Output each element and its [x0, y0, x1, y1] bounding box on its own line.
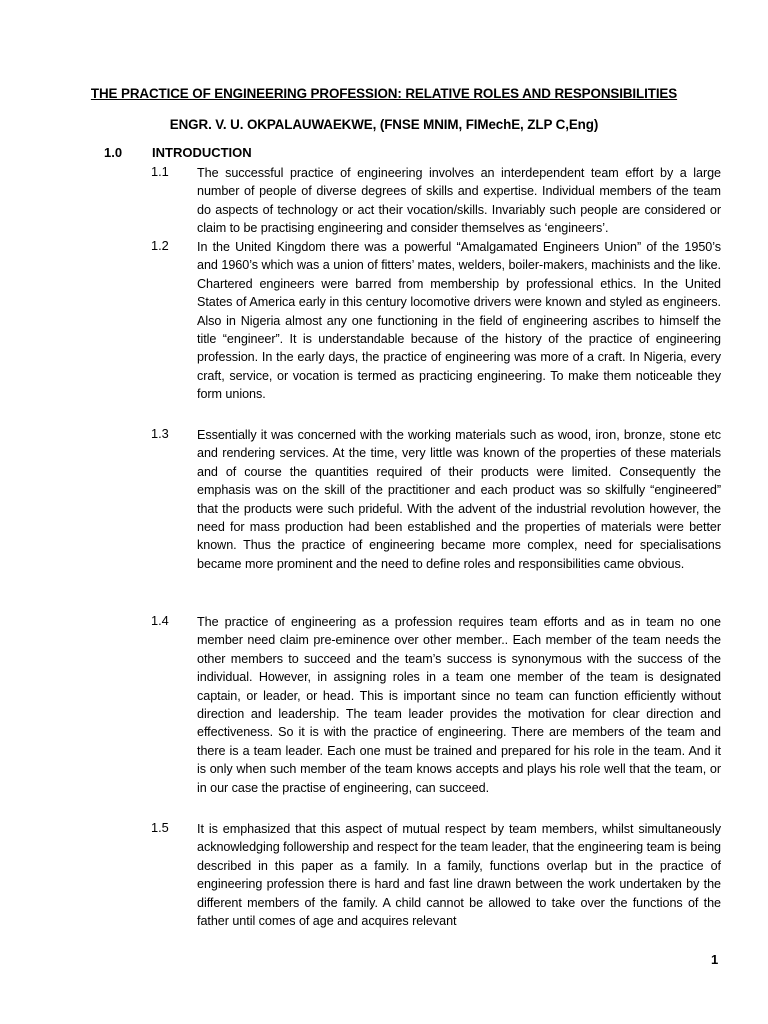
- paragraph-number: 1.5: [151, 820, 169, 835]
- section-heading: INTRODUCTION: [152, 145, 252, 160]
- paragraph-text: The successful practice of engineering involves an interdependent team effort by a large number of people of diverse degrees of skills and expertise. Individual members of the team do aspects of technology or act their vocation/skills. Invariably such people are considered or claim to be practising engineering and consider themselves as ‘engineers’.: [197, 166, 721, 236]
- paragraph-text: It is emphasized that this aspect of mutual respect by team members, whilst simultaneously acknowledging followership and respect for the team leader, that the engineering team is being described in this paper as a family. In a family, functions overlap but in the practice of engineering profession there is hard and fast line drawn between the work undertaken by the different members of the family. A child cannot be allowed to take over the functions of the father until comes of age and acquires relevant: [197, 822, 721, 929]
- paragraph-number: 1.2: [151, 238, 169, 253]
- author-line: ENGR. V. U. OKPALAUWAEKWE, (FNSE MNIM, FIMechE, ZLP C,Eng): [169, 117, 599, 132]
- section-number: 1.0: [104, 145, 123, 160]
- paragraph-text: Essentially it was concerned with the working materials such as wood, iron, bronze, stone etc and rendering services. At the time, very little was known of the properties of these materials and of course the quantities required of their products were limited. Consequently the emphasis was on the skill of the practitioner and each product was so skilfully “engineered” that the products were such prideful. With the advent of the industrial revolution however, the need for mass production had been established and the properties of materials were better known. Thus the practice of engineering became more complex, need for specialisations became more prominent and the need to define roles and responsibilities came obvious.: [197, 428, 721, 571]
- document-title: THE PRACTICE OF ENGINEERING PROFESSION: RELATIVE ROLES AND RESPONSIBILITIES: [90, 86, 678, 101]
- paragraph-number: 1.4: [151, 613, 169, 628]
- paragraph-text: In the United Kingdom there was a powerful “Amalgamated Engineers Union” of the 1950’s and 1960’s which was a union of fitters’ mates, welders, boiler-makers, machinists and the like. Chartered engineers were barred from membership by professional ethics. In the United States of America early in this century locomotive drivers were known and styled as engineers. Also in Nigeria almost any one functioning in the field of engineering ascribes to himself the title “engineer”. It is understandable because of the history of the practice of engineering profession. In the early days, the practice of engineering was more of a craft. In Nigeria, every craft, service, or vocation is termed as practicing engineering. To make them noticeable they form unions.: [197, 240, 721, 402]
- paragraph-number: 1.1: [151, 164, 169, 179]
- paragraph-number: 1.3: [151, 426, 169, 441]
- paragraph-text: The practice of engineering as a profession requires team efforts and as in team no one member need claim pre-eminence over other member.. Each member of the team needs the other members to succeed and the team’s success is synonymous with the success of the individual. However, in assigning roles in a team one member of the team is designated captain, or leader, or head. This is important since no team can function efficiently without direction and leadership. The team leader provides the motivation for clear direction and effectiveness. So it is with the practice of engineering. There are members of the team and there is a team leader. Each one must be trained and prepared for his role in the team. And it is only when such member of the team knows accepts and plays his role well that the team, or in our case the practise of engineering, can succeed.: [197, 615, 721, 795]
- page-number: 1: [711, 952, 719, 967]
